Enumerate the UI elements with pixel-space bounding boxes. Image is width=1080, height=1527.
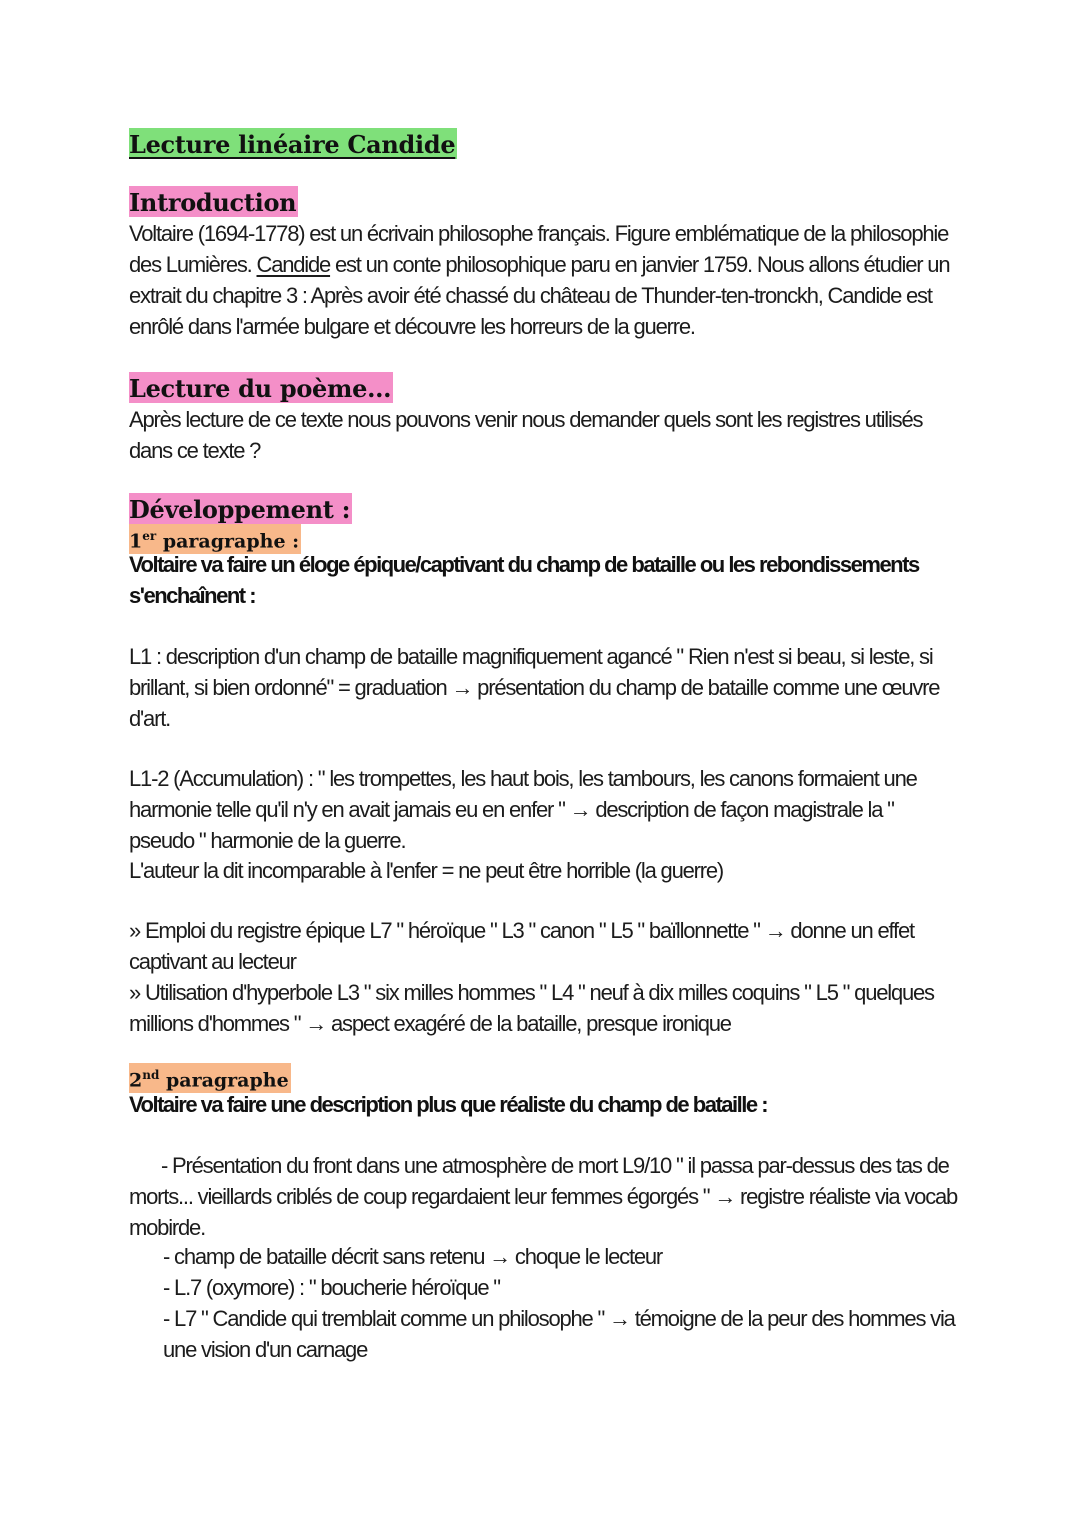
p2-sup: nd [142,1068,160,1082]
p1-num: 1 [129,530,143,553]
intro-paragraph [129,218,959,342]
p1-epique: » Emploi du registre épique L7 " héroïque " L3 " canon " L5 " baïllonnette " → donne un effet captivant au lecteur [129,918,914,974]
lecture-paragraph: Après lecture de ce texte nous pouvons venir nous demander quels sont les registres utilisés dans ce texte ? [129,407,923,463]
p2-item4: - L7 " Candide qui tremblait comme un philosophe " → témoigne de la peur des hommes via une vision d'un carnage [163,1306,955,1362]
p1-auteur: L'auteur la dit incomparable à l'enfer = ne peut être horrible (la guerre) [129,858,724,883]
p1-l12: L1-2 (Accumulation) : " les trompettes, les haut bois, les tambours, les canons formaient une harmonie telle qu'il n'y en avait jamais eu en enfer " → description de façon magistrale la " pseudo " harmonie de la guerre. [129,766,917,853]
p2-item2: - champ de bataille décrit sans retenu → choque le lecteur [163,1244,663,1269]
p2-num: 2 [129,1069,143,1092]
document-title-wrap [129,128,959,159]
intro-heading-wrap [129,186,959,217]
p2-item3: - L.7 (oxymore) : " boucherie héroïque " [163,1275,500,1300]
dev-heading: Développement : [129,495,351,524]
lecture-heading: Lecture du poème... [129,374,392,403]
document-title: Lecture linéaire Candide [129,130,456,159]
p1-sup: er [142,529,157,543]
intro-text-end: est un conte philosophique paru en janvier 1759. Nous allons étudier un extrait du chapitre 3 : Après avoir été chassé du château de Thunder-ten-tronckh, Candide est enrôlé dans l'armée bulgare et découvre les horreurs de la guerre. [129,252,950,339]
intro-work-title: Candide [256,252,331,277]
p1-hyperbole: » Utilisation d'hyperbole L3 " six milles hommes " L4 " neuf à dix milles coquins " L5 " quelques millions d'hommes " → aspect exagéré de la bataille, presque ironique [129,980,934,1036]
dev-heading-wrap [129,493,959,524]
intro-text-start: Voltaire (1694-1778) est un écrivain philosophe français. Figure emblématique de la philosophie des Lumières. [129,221,949,277]
p2-lead: Voltaire va faire une description plus que réaliste du champ de bataille : [129,1092,768,1117]
intro-heading: Introduction [129,188,297,217]
p1-l1: L1 : description d'un champ de bataille magnifiquement agancé " Rien n'est si beau, si leste, si brillant, si bien ordonné" = graduation → présentation du champ de bataille comme une œuvre d'art. [129,644,940,731]
p1-label: paragraphe : [156,530,300,553]
lecture-heading-wrap [129,372,959,403]
p2-label: paragraphe [159,1069,289,1092]
p1-lead: Voltaire va faire un éloge épique/captivant du champ de bataille ou les rebondissements s'enchaînent : [129,552,919,608]
p2-item1: - Présentation du front dans une atmosphère de mort L9/10 " il passa par-dessus des tas de morts... vieillards criblés de coup regardaient leur femmes égorgés " → registre réaliste via vocab mobirde. [129,1153,958,1240]
